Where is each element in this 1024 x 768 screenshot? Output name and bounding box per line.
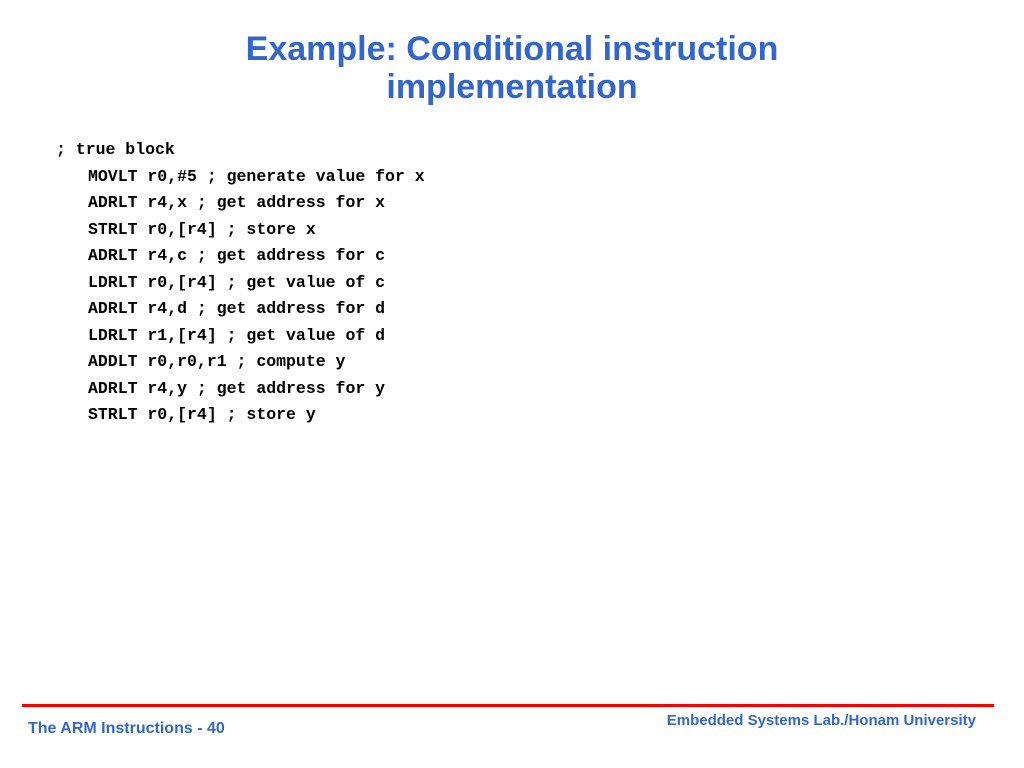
code-line: LDRLT r1,[r4] ; get value of d: [88, 325, 386, 345]
slide-title-line-1: Example: Conditional instruction: [245, 30, 779, 68]
code-line: ADRLT r4,x ; get address for x: [88, 193, 386, 212]
footer-page-label: The ARM Instructions - 40: [28, 720, 225, 737]
code-line: LDRLT r0,[r4] ; get value of c: [88, 272, 386, 292]
code-line: ADDLT r0,r0,r1 ; compute y: [88, 352, 346, 371]
footer-divider: [22, 704, 994, 707]
code-block: [56, 137, 425, 429]
code-line: STRLT r0,[r4] ; store x: [88, 219, 316, 239]
code-line: ADRLT r4,y ; get address for y: [88, 378, 386, 398]
code-comment: ; true block: [56, 140, 175, 159]
code-line: ADRLT r4,c ; get address for c: [88, 246, 386, 265]
slide-title-line-2: implementation: [386, 68, 638, 106]
slide-title: [0, 30, 1024, 106]
code-line: ADRLT r4,d ; get address for d: [88, 299, 386, 318]
footer-affiliation: Embedded Systems Lab./Honam University: [666, 712, 976, 729]
code-line: MOVLT r0,#5 ; generate value for x: [88, 166, 425, 186]
code-line: STRLT r0,[r4] ; store y: [88, 405, 316, 424]
